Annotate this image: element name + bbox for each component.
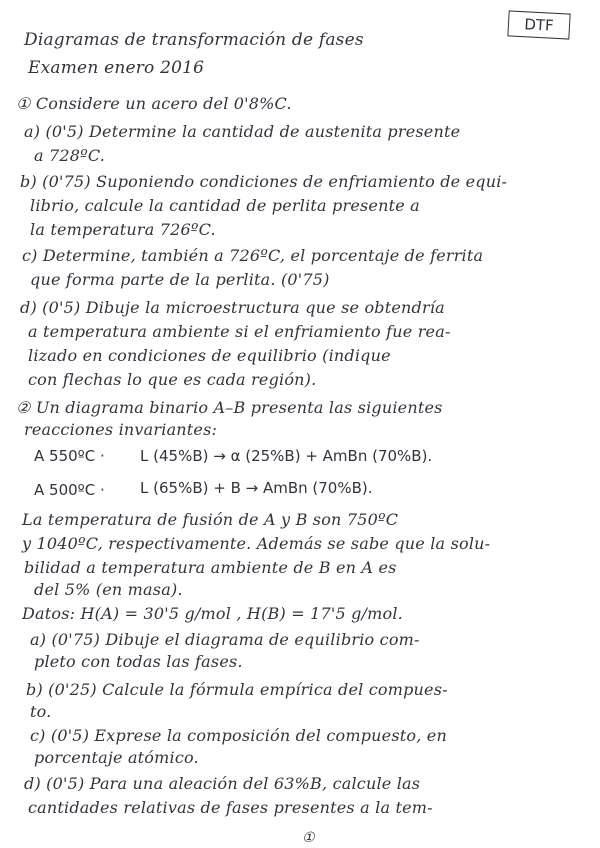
problem2-a-line2: pleto con todas las fases. xyxy=(34,652,243,671)
problem2-text-line1: La temperatura de fusión de A y B son 750ºC xyxy=(22,510,399,529)
reaction-2-equation: L (65%B) + B → AmBn (70%B). xyxy=(140,479,373,497)
reaction-1-equation: L (45%B) → α (25%B) + AmBn (70%B). xyxy=(140,447,433,465)
problem2-a-line1: a) (0'75) Dibuje el diagrama de equilibrio com- xyxy=(30,630,420,649)
page-number: ① xyxy=(302,830,315,846)
problem2-d-line1: d) (0'5) Para una aleación del 63%B, calcule las xyxy=(24,774,421,793)
problem1-b-line2: librio, calcule la cantidad de perlita presente a xyxy=(30,196,420,215)
problem1-d-line4: con flechas lo que es cada región). xyxy=(28,370,317,389)
problem1-intro: ① Considere un acero del 0'8%C. xyxy=(16,94,292,113)
problem1-d-line3: lizado en condiciones de equilibrio (indique xyxy=(28,346,391,365)
problem1-a-line2: a 728ºC. xyxy=(34,146,106,165)
exam-date: Examen enero 2016 xyxy=(28,58,205,78)
problem2-data: Datos: H(A) = 30'5 g/mol , H(B) = 17'5 g/mol. xyxy=(22,604,403,623)
problem2-intro-line2: reacciones invariantes: xyxy=(24,420,218,439)
reaction-1-temp: A 550ºC · xyxy=(34,447,105,465)
subject-tag: DTF xyxy=(507,10,570,39)
page-title: Diagramas de transformación de fases xyxy=(24,30,364,50)
problem1-b-line1: b) (0'75) Suponiendo condiciones de enfriamiento de equi- xyxy=(20,172,508,191)
problem2-b-line2: to. xyxy=(30,702,52,721)
problem2-c-line1: c) (0'5) Exprese la composición del compuesto, en xyxy=(30,726,447,745)
problem2-d-line2: cantidades relativas de fases presentes a la tem- xyxy=(28,798,433,817)
problem2-intro-line1: ② Un diagrama binario A–B presenta las siguientes xyxy=(16,398,443,417)
problem1-c-line2: que forma parte de la perlita. (0'75) xyxy=(30,270,330,289)
problem1-d-line1: d) (0'5) Dibuje la microestructura que se obtendría xyxy=(20,298,445,317)
problem1-b-line3: la temperatura 726ºC. xyxy=(30,220,216,239)
problem1-a-line1: a) (0'5) Determine la cantidad de austenita presente xyxy=(24,122,461,141)
reaction-2-temp: A 500ºC · xyxy=(34,481,105,499)
problem1-d-line2: a temperatura ambiente si el enfriamiento fue rea- xyxy=(28,322,451,341)
problem2-c-line2: porcentaje atómico. xyxy=(34,748,199,767)
problem2-text-line2: y 1040ºC, respectivamente. Además se sabe que la solu- xyxy=(22,534,491,553)
problem2-b-line1: b) (0'25) Calcule la fórmula empírica del compues- xyxy=(26,680,448,699)
problem2-text-line3: bilidad a temperatura ambiente de B en A es xyxy=(24,558,397,577)
problem1-c-line1: c) Determine, también a 726ºC, el porcentaje de ferrita xyxy=(22,246,484,265)
problem2-text-line4: del 5% (en masa). xyxy=(34,580,183,599)
